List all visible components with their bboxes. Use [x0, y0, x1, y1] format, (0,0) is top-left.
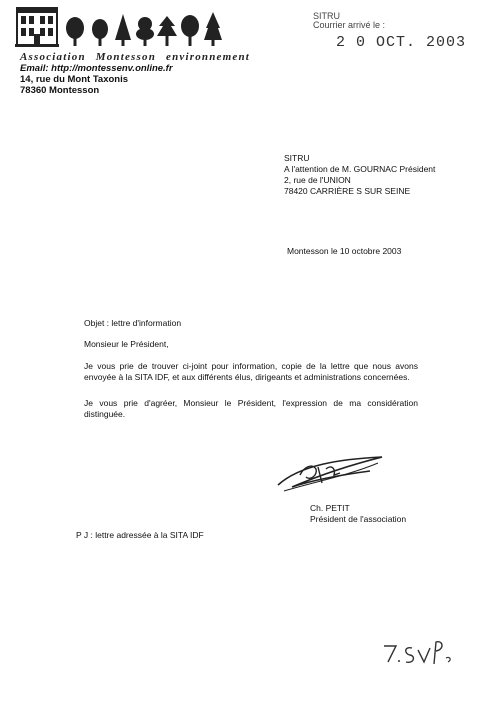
recipient-org: SITRU — [284, 153, 310, 163]
recipient-street: 2, rue de l'UNION — [284, 175, 351, 185]
letter-subject: Objet : lettre d'information — [84, 318, 182, 328]
tree-icon — [115, 14, 131, 46]
tree-icon — [204, 12, 222, 46]
reception-stamp-label: Courrier arrivé le : — [313, 20, 386, 30]
letter-salutation: Monsieur le Président, — [84, 339, 169, 349]
association-address-city: 78360 Montesson — [20, 85, 100, 96]
association-name: Association Montesson environnement — [20, 51, 251, 63]
recipient-attention: A l'attention de M. GOURNAC Président — [284, 164, 436, 174]
building-icon — [15, 8, 59, 47]
signer-name: Ch. PETIT — [310, 503, 350, 513]
reception-stamp-date: 2 0 OCT. 2003 — [336, 34, 467, 51]
tree-icon — [157, 16, 177, 46]
tree-icon — [92, 19, 108, 46]
handwritten-note — [380, 636, 455, 668]
association-logo — [15, 4, 245, 50]
tree-icon — [66, 17, 84, 46]
reception-stamp-org: SITRU — [313, 11, 340, 21]
letter-closing: Je vous prie d'agréer, Monsieur le Président, l'expression de ma considération distinguée. — [84, 398, 418, 419]
recipient-city: 78420 CARRIÈRE S SUR SEINE — [284, 186, 411, 196]
association-address-street: 14, rue du Mont Taxonis — [20, 74, 129, 85]
letter-paragraph: Je vous prie de trouver ci-joint pour information, copie de la lettre que nous avons envoyée à la SITA IDF, et aux différents élus, dirigeants et administrations concernées. — [84, 361, 418, 382]
handwritten-signature — [270, 445, 390, 500]
tree-icon — [181, 15, 199, 46]
tree-icon — [136, 17, 154, 46]
association-email: Email: http://montessenv.online.fr — [20, 63, 173, 74]
place-and-date: Montesson le 10 octobre 2003 — [287, 246, 402, 256]
enclosure-note: P J : lettre adressée à la SITA IDF — [76, 530, 204, 540]
signer-title: Président de l'association — [310, 514, 407, 524]
